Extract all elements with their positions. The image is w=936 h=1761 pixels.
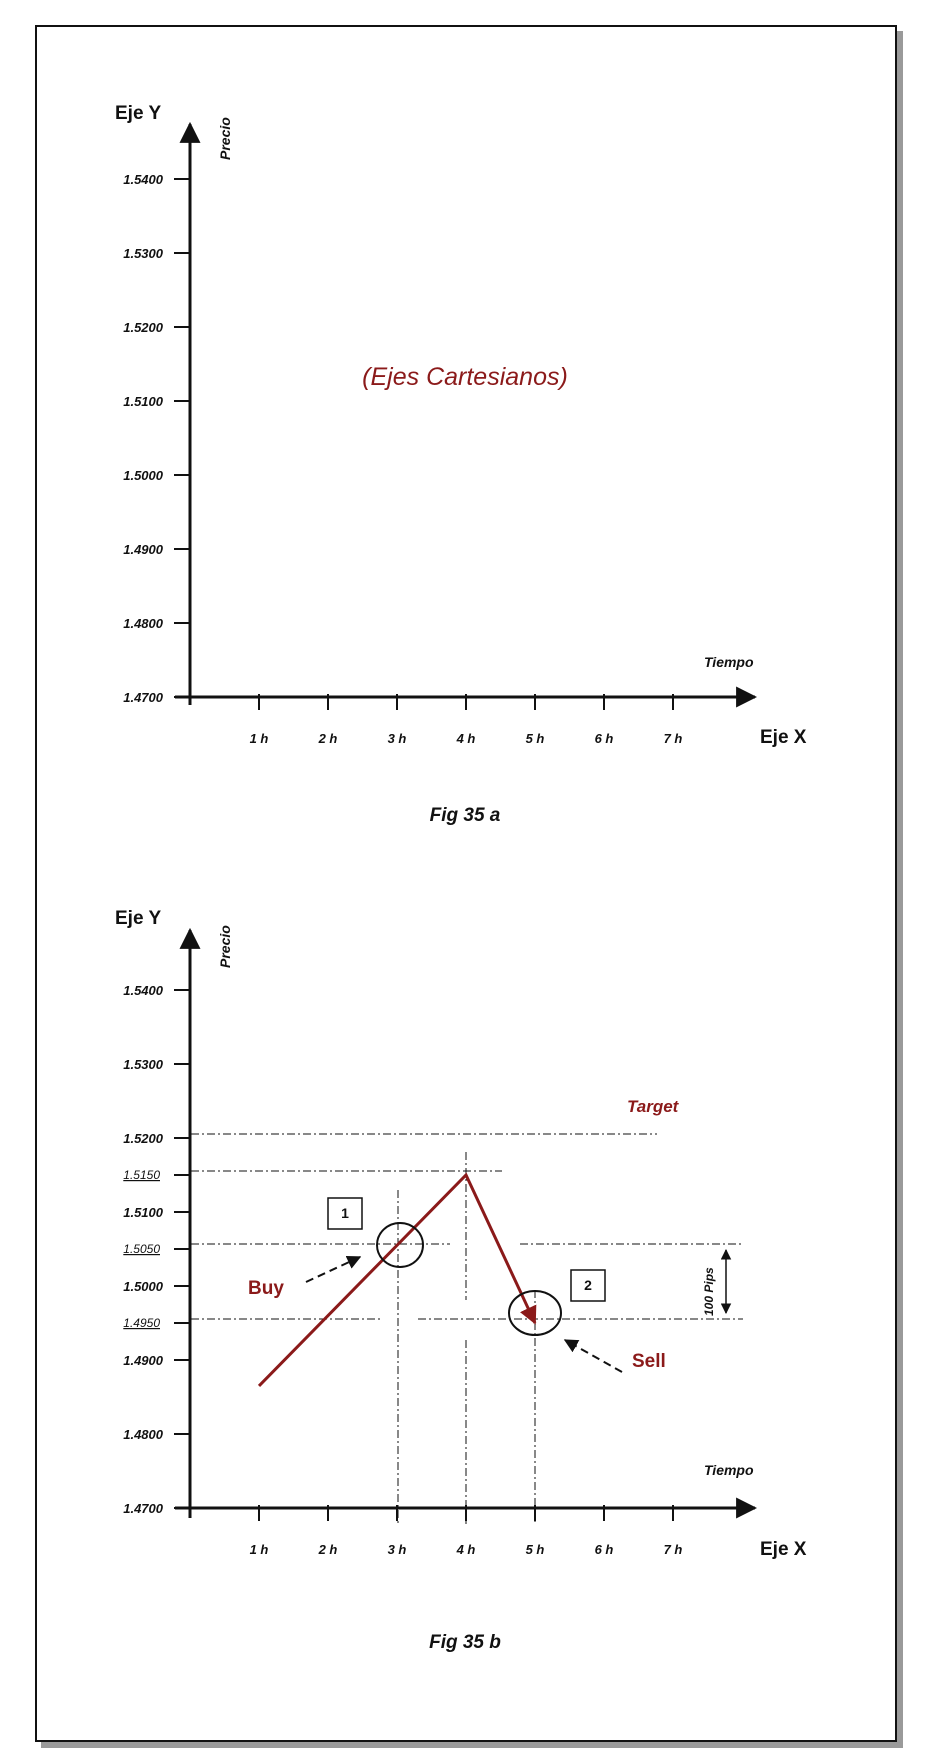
sell-arrow bbox=[565, 1340, 622, 1372]
entry-circle bbox=[377, 1223, 423, 1267]
y-tick-label: 1.4900 bbox=[123, 1353, 163, 1368]
y-tick-label: 1.5000 bbox=[123, 1279, 163, 1294]
sell-label: Sell bbox=[632, 1351, 666, 1372]
y-tick-label: 1.5100 bbox=[123, 394, 163, 409]
extra-y-tick-label: 1.5150 bbox=[123, 1168, 160, 1182]
x-tick-label: 4 h bbox=[456, 1542, 476, 1557]
x-tick-label: 6 h bbox=[594, 731, 614, 746]
extra-y-ticks-b bbox=[123, 1168, 190, 1330]
pips-label: 100 Pips bbox=[702, 1267, 716, 1316]
y-tick-label: 1.5400 bbox=[123, 172, 163, 187]
y-ticks-a bbox=[123, 172, 190, 705]
y-tick-label: 1.4800 bbox=[123, 616, 163, 631]
y-tick-label: 1.4900 bbox=[123, 542, 163, 557]
chart-title-a: (Ejes Cartesianos) bbox=[362, 363, 568, 391]
y-axis-name-a: Eje Y bbox=[115, 103, 162, 124]
figure-35a bbox=[115, 103, 807, 826]
x-tick-label: 3 h bbox=[387, 1542, 407, 1557]
y-tick-label: 1.5100 bbox=[123, 1205, 163, 1220]
x-tick-label: 4 h bbox=[456, 731, 476, 746]
x-axis-name-a: Eje X bbox=[760, 727, 807, 748]
extra-y-tick-label: 1.4950 bbox=[123, 1316, 160, 1330]
y-axis-name-b: Eje Y bbox=[115, 908, 162, 929]
y-tick-label: 1.5200 bbox=[123, 1131, 163, 1146]
caption-a: Fig 35 a bbox=[429, 805, 501, 826]
y-tick-label: 1.4700 bbox=[123, 1501, 163, 1516]
y-tick-label: 1.5000 bbox=[123, 468, 163, 483]
x-axis-name-b: Eje X bbox=[760, 1539, 807, 1560]
figure-35b bbox=[115, 908, 807, 1653]
buy-arrow bbox=[306, 1257, 360, 1282]
x-tick-label: 5 h bbox=[525, 1542, 545, 1557]
x-axis-label-b: Tiempo bbox=[704, 1462, 754, 1478]
buy-label: Buy bbox=[248, 1278, 284, 1299]
x-tick-label: 2 h bbox=[318, 731, 338, 746]
y-tick-label: 1.5200 bbox=[123, 320, 163, 335]
x-tick-label: 6 h bbox=[594, 1542, 614, 1557]
x-axis-label-a: Tiempo bbox=[704, 654, 754, 670]
x-tick-label: 3 h bbox=[387, 731, 407, 746]
target-label: Target bbox=[627, 1097, 679, 1116]
y-tick-label: 1.4800 bbox=[123, 1427, 163, 1442]
x-tick-label: 7 h bbox=[663, 1542, 683, 1557]
x-tick-label: 2 h bbox=[318, 1542, 338, 1557]
y-tick-label: 1.5400 bbox=[123, 983, 163, 998]
y-tick-label: 1.5300 bbox=[123, 246, 163, 261]
y-axis-label-a: Precio bbox=[217, 117, 233, 160]
extra-y-tick-label: 1.5050 bbox=[123, 1242, 160, 1256]
x-tick-label: 5 h bbox=[525, 731, 545, 746]
x-ticks-a bbox=[250, 694, 683, 746]
y-tick-label: 1.4700 bbox=[123, 690, 163, 705]
x-tick-label: 1 h bbox=[249, 1542, 269, 1557]
marker-1-label: 1 bbox=[341, 1205, 349, 1221]
marker-2-label: 2 bbox=[584, 1277, 592, 1293]
y-tick-label: 1.5300 bbox=[123, 1057, 163, 1072]
x-tick-label: 7 h bbox=[663, 731, 683, 746]
caption-b: Fig 35 b bbox=[429, 1632, 501, 1653]
x-tick-label: 1 h bbox=[249, 731, 269, 746]
price-path-line bbox=[259, 1175, 535, 1386]
y-axis-label-b: Precio bbox=[217, 925, 233, 968]
x-ticks-b bbox=[250, 1505, 683, 1557]
